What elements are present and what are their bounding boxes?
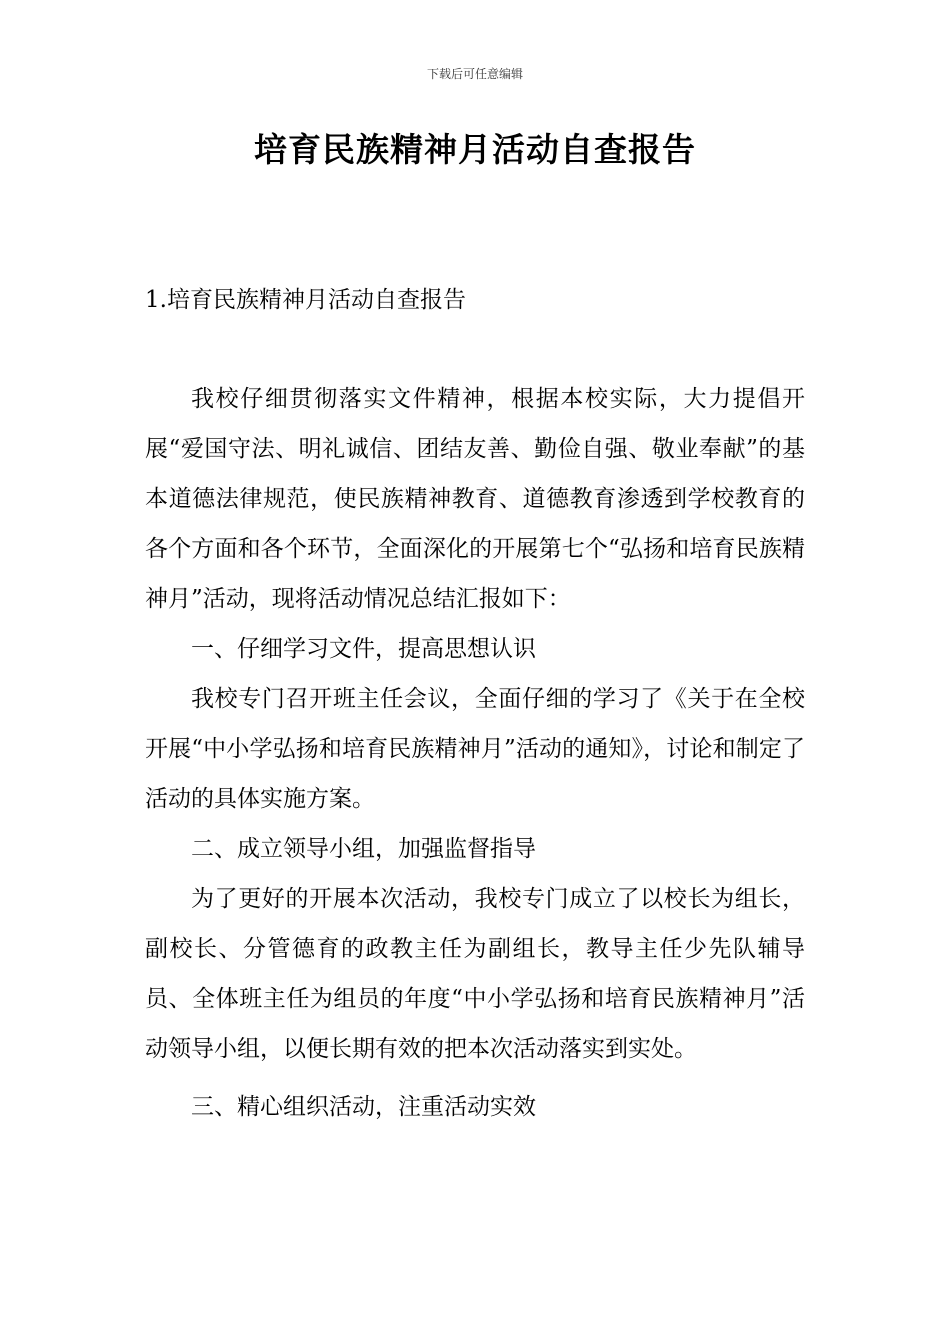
subheading-3: 三、精心组织活动，注重活动实效 — [191, 1094, 536, 1120]
subheading-1: 一、仔细学习文件，提高思想认识 — [191, 636, 536, 662]
subheading-2: 二、成立领导小组，加强监督指导 — [191, 836, 536, 862]
document-body — [145, 374, 805, 1132]
document-title: 培育民族精神月活动自查报告 — [254, 130, 696, 169]
body-paragraph-intro: 我校仔细贯彻落实文件精神，根据本校实际，大力提倡开展“爱国守法、明礼诚信、团结友善、勤俭自强、敬业奉献”的基本道德法律规范，使民族精神教育、道德教育渗透到学校教育的各个方面和各个环节，全面深化的开展第七个“弘扬和培育民族精神月”活动，现将活动情况总结汇报如下： — [145, 386, 805, 612]
header-note: 下载后可任意编辑 — [426, 67, 523, 81]
section-heading: 1.培育民族精神月活动自查报告 — [145, 287, 466, 313]
body-paragraph-study: 我校专门召开班主任会议，全面仔细的学习了《关于在全校开展“中小学弘扬和培育民族精神月”活动的通知》，讨论和制定了活动的具体实施方案。 — [145, 686, 805, 812]
body-paragraph-leadership: 为了更好的开展本次活动，我校专门成立了以校长为组长，副校长、分管德育的政教主任为副组长，教导主任少先队辅导员、全体班主任为组员的年度“中小学弘扬和培育民族精神月”活动领导小组，以便长期有效的把本次活动落实到实处。 — [145, 886, 805, 1062]
